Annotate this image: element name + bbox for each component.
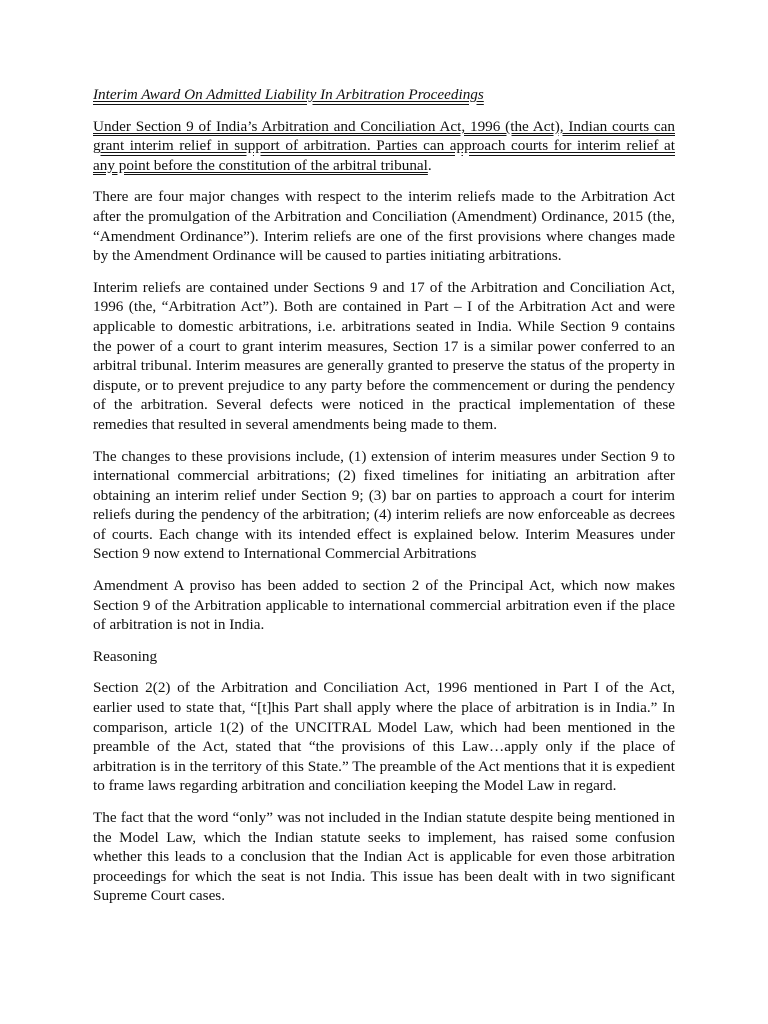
paragraph-section-2-2: Section 2(2) of the Arbitration and Conciliation Act, 1996 mentioned in Part I of the Act, earlier used to state that, “[t]his Part shall apply where the place of arbitration is in India.” In comparison, article 1(2) of the UNCITRAL Model Law, which had been mentioned in the preamble of the Act, stated that “the provisions of this Law…apply only if the place of arbitration is in the territory of this State.” The preamble of the Act mentions that it is expedient to frame laws regarding arbitration and conciliation keeping the Model Law in regard. bbox=[93, 679, 675, 795]
document-body bbox=[93, 85, 675, 918]
intro-paragraph bbox=[93, 117, 675, 176]
paragraph-amendment-proviso: Amendment A proviso has been added to section 2 of the Principal Act, which now makes Section 9 of the Arbitration applicable to international commercial arbitration even if the place of arbitration is not in India. bbox=[93, 577, 675, 634]
paragraph-interim-reliefs-sections: Interim reliefs are contained under Sections 9 and 17 of the Arbitration and Conciliation Act, 1996 (the, “Arbitration Act”). Both are contained in Part – I of the Arbitration Act and were applicable to domestic arbitrations, i.e. arbitrations seated in India. While Section 9 contains the power of a court to grant interim measures, Section 17 is a similar power conferred to an arbitral tribunal. Interim measures are generally granted to preserve the status of the property in dispute, or to prevent prejudice to any party before the commencement or during the pendency of the arbitration. Several defects were noticed in the practical implementation of these remedies that resulted in several amendments being made to them. bbox=[93, 278, 675, 433]
document-title: Interim Award On Admitted Liability In Arbitration Proceedings bbox=[93, 86, 484, 103]
paragraph-amendment-ordinance: There are four major changes with respect to the interim reliefs made to the Arbitration Act after the promulgation of the Arbitration and Conciliation (Amendment) Ordinance, 2015 (the, “Amendment Ordinance”). Interim reliefs are one of the first provisions where changes made by the Amendment Ordinance will be caused to parties initiating arbitrations. bbox=[93, 188, 675, 265]
intro-underlined-text: Under Section 9 of India’s Arbitration and Conciliation Act, 1996 (the Act), Indian courts can grant interim relief in support of arbitration. Parties can approach courts for interim relief at any point before the constitution of the arbitral tribunal bbox=[93, 117, 675, 174]
intro-end-punctuation: . bbox=[427, 156, 432, 174]
paragraph-changes-list: The changes to these provisions include, (1) extension of interim measures under Section 9 to international commercial arbitrations; (2) fixed timelines for initiating an arbitration after obtaining an interim relief under Section 9; (3) bar on parties to approach a court for interim reliefs during the pendency of the arbitration; (4) interim reliefs are now enforceable as decrees of courts. Each change with its intended effect is explained below. Interim Measures under Section 9 now extend to International Commercial Arbitrations bbox=[93, 447, 675, 563]
paragraph-word-only: The fact that the word “only” was not included in the Indian statute despite being mentioned in the Model Law, which the Indian statute seeks to implement, has raised some confusion whether this leads to a conclusion that the Indian Act is applicable for even those arbitration proceedings for which the seat is not India. This issue has been dealt with in two significant Supreme Court cases. bbox=[93, 809, 675, 905]
paragraph-reasoning-heading: Reasoning bbox=[93, 647, 158, 665]
